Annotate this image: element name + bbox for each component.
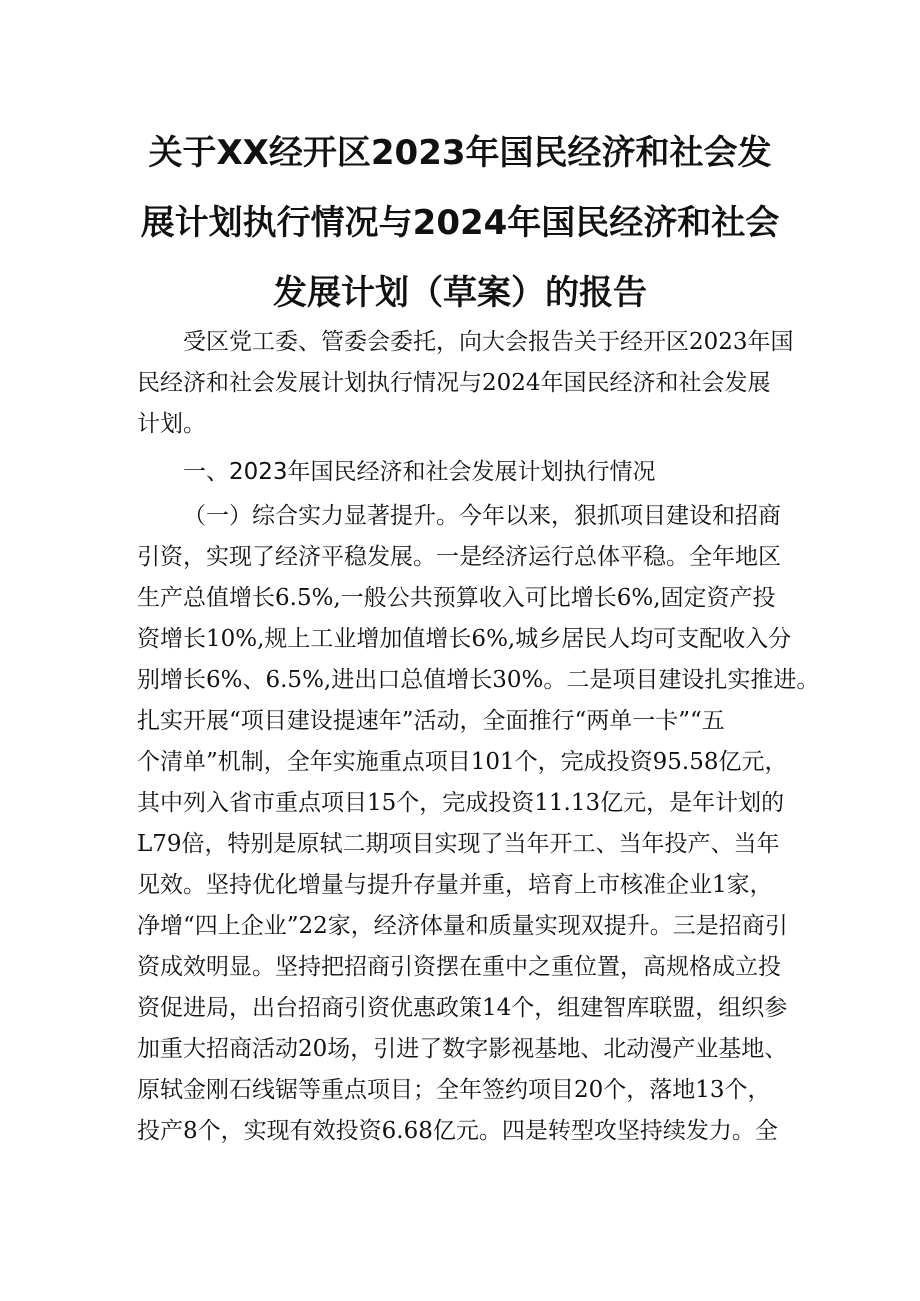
paragraph-line: 净增“四上企业”22家，经济体量和质量实现双提升。三是招商引 [137,913,788,939]
paragraph-line: 加重大招商活动20场，引进了数字影视基地、北动漫产业基地、 [137,1036,788,1062]
paragraph-line: 别增长6%、6.5%,进出口总值增长30%。二是项目建设扎实推进。 [137,667,820,693]
paragraph-line: 原轼金刚石线锯等重点项目；全年签约项目20个，落地13个， [137,1077,771,1103]
paragraph-line: 投产8个，实现有效投资6.68亿元。四是转型攻坚持续发力。全 [137,1118,778,1144]
paragraph-line: 引资，实现了经济平稳发展。一是经济运行总体平稳。全年地区 [137,544,781,570]
paragraph-line: 其中列入省市重点项目15个，完成投资11.13亿元，是年计划的 [137,790,785,816]
body-paragraph [137,496,820,1152]
paragraph-line: 资增长10%,规上工业增加值增长6%,城乡居民人均可支配收入分 [137,626,792,652]
paragraph-line: 资成效明显。坚持把招商引资摆在重中之重位置，高规格成立投 [137,954,781,980]
paragraph-line: 见效。坚持优化增量与提升存量并重，培育上市核准企业1家， [137,872,773,898]
paragraph-line: 生产总值增长6.5%,一般公共预算收入可比增长6%,固定资产投 [137,585,776,611]
title-line: 发展计划（草案）的报告 [273,273,647,313]
title-line: 关于XX经开区2023年国民经济和社会发 [148,133,772,173]
title-line: 展计划执行情况与2024年国民经济和社会 [140,203,780,243]
paragraph-line: L79倍，特别是原轼二期项目实现了当年开工、当年投产、当年 [137,831,780,857]
intro-line: 计划。 [137,411,206,437]
section-heading: 一、2023年国民经济和社会发展计划执行情况 [183,459,656,485]
paragraph-line: 个清单”机制，全年实施重点项目101个，完成投资95.58亿元， [137,749,788,775]
intro-paragraph [137,322,793,445]
paragraph-line: 扎实开展“项目建设提速年”活动，全面推行“两单一卡”“五 [137,708,725,734]
intro-line: 受区党工委、管委会委托，向大会报告关于经开区2023年国 [183,329,794,355]
intro-line: 民经济和社会发展计划执行情况与2024年国民经济和社会发展 [137,370,771,396]
paragraph-line: 资促进局，出台招商引资优惠政策14个，组建智库联盟，组织参 [137,995,788,1021]
paragraph-line: （一）综合实力显著提升。今年以来，狠抓项目建设和招商 [183,503,781,529]
document-title [100,118,820,328]
